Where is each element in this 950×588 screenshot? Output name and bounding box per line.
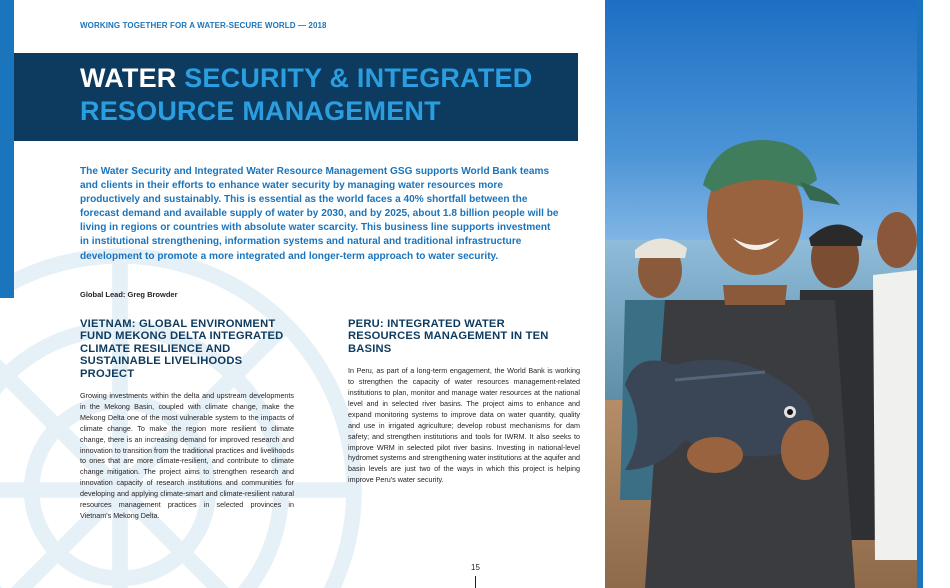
page-title [80,62,560,128]
title-part-2: SECURITY & INTEGRATED RESOURCE MANAGEMENT [80,63,533,126]
peru-heading: PERU: INTEGRATED WATER RESOURCES MANAGEMENT IN TEN BASINS [348,318,549,355]
page-number-tick [475,576,476,588]
left-accent-bar [0,0,14,298]
vietnam-heading: VIETNAM: GLOBAL ENVIRONMENT FUND MEKONG DELTA INTEGRATED CLIMATE RESILIENCE AND SUSTAINABLE LIVELIHOODS PROJECT [80,318,284,380]
peru-section [348,318,580,486]
vietnam-section [80,318,294,522]
fishermen-photo-icon [605,0,917,588]
running-head: WORKING TOGETHER FOR A WATER-SECURE WORLD — 2018 [80,21,327,30]
peru-body: In Peru, as part of a long-term engagement, the World Bank is working to strengthen the capacity of water resources management-related institutions to plan, monitor and manage water resources at the national level and in selected river basins. The project aims to enhance and expand monitoring systems to improve data on water quantity, quality and use in irrigated agriculture; develop robust mechanisms for dam safety; and strengthen institutions and tools for IWRM. It also seeks to improve WRM in selected pilot river basins. Investing in national-level hydromet systems and strengthening water institutions at the aquifer and basin levels are just two of the ways in which this project is helping improve Peru's water security. [348,366,580,485]
page-number: 15 [471,563,480,572]
intro-paragraph: The Water Security and Integrated Water Resource Management GSG supports World Bank teams and clients in their efforts to enhance water security by managing water resources more productively and sustainably. This is essential as the world faces a 40% shortfall between the forecast demand and available supply of water by 2030, and by 2025, about 1.8 billion people will be living in regions or countries with absolute water scarcity. This business line supports investment in institutional strengthening, information systems and natural and traditional infrastructure development to promote a more integrated and longer-term approach to water security. [80,166,559,262]
right-accent-bar [917,0,923,588]
photo-fishermen-holding-fish [605,0,917,588]
title-band-stripe [0,53,14,141]
vietnam-body: Growing investments within the delta and upstream developments in the Mekong Basin, coupled with climate change, make the Mekong Delta one of the most vulnerable system to the impacts of climate change. To make the region more resilient to climate change, there is an increasing demand for improved research and innovation to transition from the traditional practices and livelihoods to ones that are more climate-resilient, and contribute to climate change mitigation. The project aims to strengthen research and innovation capacity of research institutions and communities for developing and applying climate-smart and climate-resilient natural resources management practices in selected provinces in Vietnam's Mekong Delta. [80,391,294,520]
global-lead: Global Lead: Greg Browder [80,290,178,299]
right-margin [917,0,950,588]
title-part-1: WATER [80,63,177,93]
